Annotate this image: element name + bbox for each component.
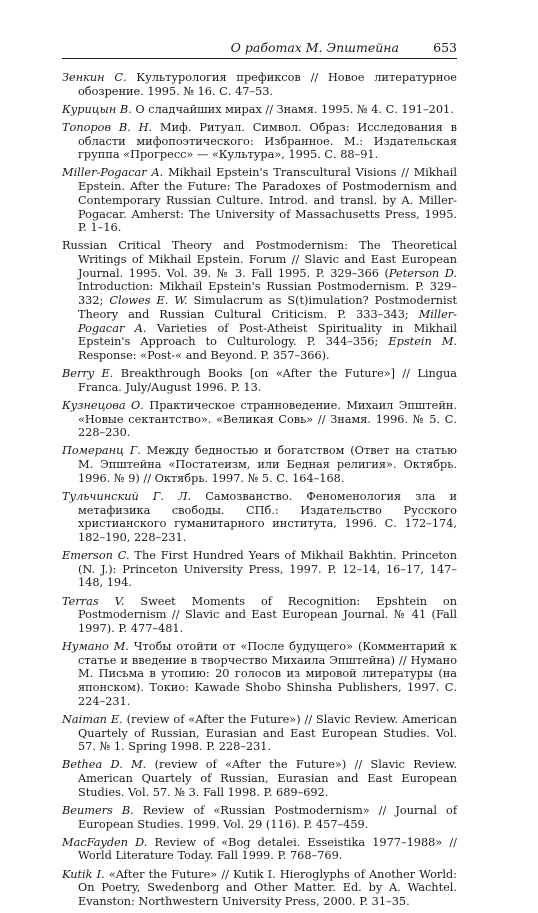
bibliography-entry [62, 804, 457, 831]
bibliography-entry [62, 836, 457, 863]
entry-text: Response: «Post-« and Beyond. P. 357–366). [78, 348, 330, 362]
entry-author: Clowes E. W. [109, 294, 188, 308]
entry-text: О сладчайших мирах // Знамя. 1995. № 4. С. 191–201. [131, 102, 454, 116]
entry-author: Miller-Pogacar A. [62, 166, 164, 180]
entry-text: Varieties of Post-Atheist Spirituality in Mikhail Epstein's Approach to Culturology. P. 344–356; [78, 321, 457, 349]
entry-text: Культурология префиксов // Новое литературное обозрение. 1995. № 16. С. 47–53. [78, 71, 457, 98]
entry-author: Epstein M. [388, 335, 457, 349]
entry-author: Kutik I. [62, 867, 105, 881]
running-title: О работах М. Эпштейна [230, 40, 399, 55]
bibliography-entry [62, 713, 457, 754]
entry-author: Курицын В. [62, 102, 132, 116]
entry-author: Тульчинский Г. Л. [62, 489, 192, 503]
entry-author: Miller-Pogacar A. [78, 307, 457, 335]
bibliography-entry [62, 121, 457, 162]
entry-author: MacFayden D. [62, 835, 148, 849]
entry-text: Самозванство. Феноменология зла и метафизика свободы. СПб.: Издательство Русского христианского гуманитарного института, 1996. С. 172–174, 182–190, 228–231. [78, 489, 457, 544]
entry-text: Breakthrough Books [on «After the Future»] // Lingua Franca. July/August 1996. P. 13. [78, 367, 457, 394]
bibliography-entry [62, 166, 457, 235]
entry-text: Между бедностью и богатством (Ответ на статью М. Эпштейна «Постатеизм, или Бедная религия». Октябрь. 1996. № 9) // Октябрь. 1997. № 5. С. 164–168. [78, 444, 457, 485]
entry-text: Чтобы отойти от «После будущего» (Комментарий к статье и введение в творчество Михаила Эпштейна) // Нумано М. Письма в утопию: 20 голосов из мировой литературы (на японском). Токио: Kawade Shobo Shinsha Publishers, 1997. С. 224–231. [78, 640, 457, 708]
entry-text: Mikhail Epstein's Transcultural Visions // Mikhail Epstein. After the Future: The Paradoxes of Postmodernism and Contemporary Russian Culture. Introd. and transl. by A. Miller-Pogacar. Amherst: The University of Massachusetts Press, 1995. P. 1–16. [78, 166, 458, 235]
bibliography-entry [62, 399, 457, 440]
entry-text: Introduction: Mikhail Epstein's Russian Postmodernism. P. 329–332; [78, 280, 457, 308]
entry-text: The First Hundred Years of Mikhail Bakhtin. Princeton (N. J.): Princeton University Press, 1997. P. 12–14, 16–17, 147–148, 194. [78, 549, 457, 590]
entry-text: Миф. Ритуал. Символ. Образ: Исследования в области мифопоэтического: Избранное. М.: Издательская группа «Прогресс» — «Культура», 1995. С. 88–91. [78, 120, 457, 162]
entry-author: Beumers B. [62, 803, 134, 817]
entry-text: Review of «Russian Postmodernism» // Journal of European Studies. 1999. Vol. 29 (116). P. 457–459. [78, 803, 458, 831]
bibliography-entry [62, 595, 457, 636]
entry-author: Померанц Г. [62, 444, 141, 458]
entry-text: «After the Future» // Kutik I. Hieroglyphs of Another World: On Poetry, Swedenborg and Other Matter. Ed. by A. Wachtel. Evanston: Northwestern University Press, 2000. P. 31–35. [78, 867, 457, 908]
bibliography-entry [62, 71, 457, 98]
entry-author: Berry E. [62, 367, 114, 381]
bibliography-entry [62, 640, 457, 709]
entry-text: Simulacrum as S(t)imulation? Postmodernist Theory and Russian Cultural Criticism. P. 333–343; [78, 294, 457, 321]
bibliography-entry [62, 444, 457, 485]
entry-author: Зенкин С. [62, 71, 127, 84]
bibliography-entry [62, 549, 457, 590]
bibliography-list [62, 71, 457, 913]
entry-text: (review of «After the Future») // Slavic Review. American Quartely of Russian, Eurasian and East European Studies. Vol. 57. № 3. Fall 1998. P. 689–692. [78, 758, 457, 799]
entry-text: Russian Critical Theory and Postmodernism: The Theoretical Writings of Mikhail Epstein. Forum // Slavic and East European Journal. 1995. Vol. 39. № 3. Fall 1995. P. 329–366 ( [62, 239, 457, 280]
entry-author: Нумано М. [62, 640, 129, 654]
page-number: 653 [433, 40, 457, 55]
bibliography-entry [62, 868, 457, 909]
entry-author: Terras V. [62, 594, 125, 608]
entry-text: (review of «After the Future») // Slavic Review. American Quartely of Russian, Eurasian and East European Studies. Vol. 57. № 1. Spring 1998. P. 228–231. [78, 712, 457, 754]
entry-text: Sweet Moments of Recognition: Epshtein on Postmodernism // Slavic and East European Journal. № 41 (Fall 1997). P. 477–481. [78, 594, 457, 635]
entry-author: Emerson C. [62, 549, 130, 563]
entry-author: Кузнецова О. [62, 398, 144, 412]
bibliography-entry [62, 490, 457, 545]
entry-author: Naiman E. [62, 712, 123, 726]
entry-text: Review of «Bog detalei. Esseistika 1977–1988» // World Literature Today. Fall 1999. P. 768–769. [78, 835, 457, 863]
entry-text: Практическое странноведение. Михаил Эпштейн. «Новые сектантство». «Великая Совь» // Знамя. 1996. № 5. С. 228–230. [78, 398, 457, 440]
bibliography-entry [62, 103, 457, 117]
entry-author: Bethea D. M. [62, 758, 147, 772]
bibliography-entry [62, 758, 457, 799]
running-header [62, 38, 457, 59]
bibliography-entry [62, 367, 457, 394]
bibliography-entry [62, 239, 457, 362]
entry-author: Топоров В. Н. [62, 120, 153, 134]
entry-author: Peterson D. [388, 266, 457, 280]
